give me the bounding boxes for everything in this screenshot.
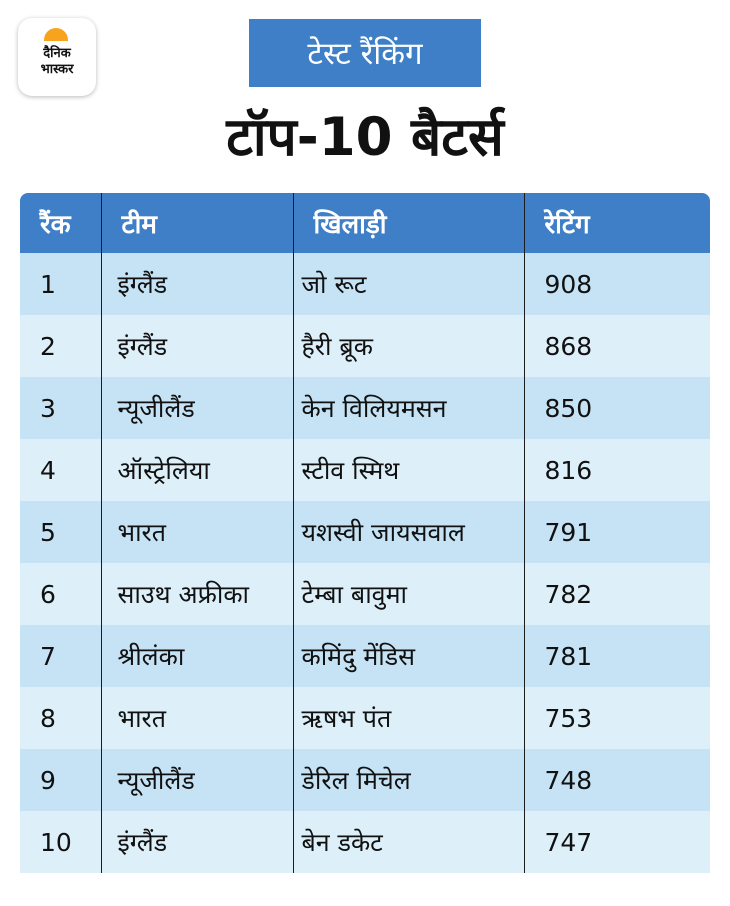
header-rank: रैंक: [20, 193, 101, 253]
cell-rank: 9: [20, 749, 101, 811]
table-row: [20, 253, 710, 315]
cell-player: केन विलियमसन: [293, 377, 524, 439]
cell-rank: 5: [20, 501, 101, 563]
cell-team: साउथ अफ्रीका: [101, 563, 293, 625]
table-row: [20, 625, 710, 687]
logo-line-2: भास्कर: [40, 62, 74, 77]
cell-rating: 850: [524, 377, 710, 439]
header-rating: रेटिंग: [524, 193, 710, 253]
cell-player: हैरी ब्रूक: [293, 315, 524, 377]
table-row: [20, 687, 710, 749]
cell-rank: 3: [20, 377, 101, 439]
cell-rank: 8: [20, 687, 101, 749]
cell-rating: 782: [524, 563, 710, 625]
cell-player: यशस्वी जायसवाल: [293, 501, 524, 563]
table-row: [20, 377, 710, 439]
header-player: खिलाड़ी: [293, 193, 524, 253]
cell-rank: 10: [20, 811, 101, 873]
logo-text: [18, 46, 96, 78]
cell-rank: 6: [20, 563, 101, 625]
cell-rating: 781: [524, 625, 710, 687]
cell-rank: 1: [20, 253, 101, 315]
cell-team: श्रीलंका: [101, 625, 293, 687]
sun-icon: [44, 28, 68, 41]
cell-rank: 4: [20, 439, 101, 501]
cell-rating: 816: [524, 439, 710, 501]
table-row: [20, 563, 710, 625]
cell-player: डेरिल मिचेल: [293, 749, 524, 811]
page-title: टॉप-10 बैटर्स: [226, 107, 504, 168]
cell-rank: 2: [20, 315, 101, 377]
rankings-table: [20, 193, 710, 873]
header-team: टीम: [101, 193, 293, 253]
cell-player: जो रूट: [293, 253, 524, 315]
cell-team: इंग्लैंड: [101, 811, 293, 873]
table-body: [20, 253, 710, 873]
cell-player: कमिंदु मेंडिस: [293, 625, 524, 687]
logo-line-1: दैनिक: [43, 46, 71, 61]
cell-team: इंग्लैंड: [101, 315, 293, 377]
cell-team: न्यूजीलैंड: [101, 749, 293, 811]
cell-team: भारत: [101, 501, 293, 563]
cell-rating: 747: [524, 811, 710, 873]
cell-rating: 748: [524, 749, 710, 811]
cell-rank: 7: [20, 625, 101, 687]
cell-rating: 791: [524, 501, 710, 563]
cell-player: ऋषभ पंत: [293, 687, 524, 749]
table-row: [20, 439, 710, 501]
category-banner: टेस्ट रैंकिंग: [249, 19, 481, 87]
cell-rating: 753: [524, 687, 710, 749]
cell-rating: 868: [524, 315, 710, 377]
header-row: [20, 193, 710, 253]
dainik-bhaskar-logo: [18, 18, 96, 96]
cell-team: ऑस्ट्रेलिया: [101, 439, 293, 501]
cell-rating: 908: [524, 253, 710, 315]
cell-team: न्यूजीलैंड: [101, 377, 293, 439]
table-row: [20, 501, 710, 563]
cell-player: टेम्बा बावुमा: [293, 563, 524, 625]
table-header: [20, 193, 710, 253]
table-row: [20, 315, 710, 377]
table-row: [20, 749, 710, 811]
table-row: [20, 811, 710, 873]
cell-team: इंग्लैंड: [101, 253, 293, 315]
cell-team: भारत: [101, 687, 293, 749]
cell-player: स्टीव स्मिथ: [293, 439, 524, 501]
cell-player: बेन डकेट: [293, 811, 524, 873]
